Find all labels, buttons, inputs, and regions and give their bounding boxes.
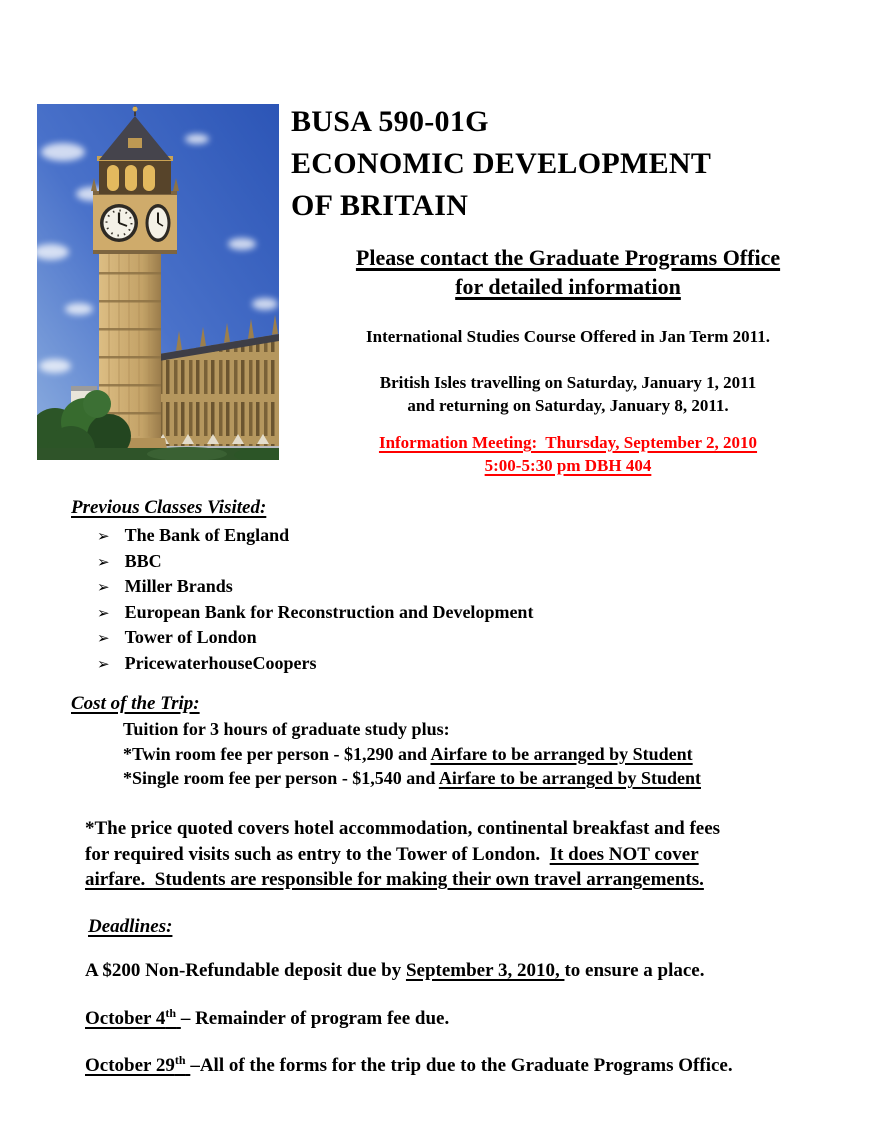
course-title-line3: OF BRITAIN	[291, 189, 469, 222]
october29-date-underline	[85, 1055, 190, 1076]
october29-text: –All of the forms for the trip due to the Graduate Programs Office.	[190, 1055, 733, 1076]
deposit-prefix: A $200 Non-Refundable deposit due by	[85, 960, 406, 981]
arrow-bullet-icon: ➢	[97, 603, 110, 622]
list-item	[97, 523, 533, 549]
price-note-line2: for required visits such as entry to the Tower of London.	[85, 843, 550, 865]
list-item-label: Tower of London	[124, 627, 257, 647]
list-item-label: PricewaterhouseCoopers	[124, 652, 317, 673]
big-ben-photo-art	[37, 104, 279, 460]
travel-line1: British Isles travelling on Saturday, January 1, 2011	[379, 373, 757, 392]
clock-face	[100, 204, 138, 242]
single-room-line: *Single room fee per person - $1,540 and	[123, 768, 439, 788]
course-title	[291, 101, 871, 227]
arrow-bullet-icon: ➢	[97, 527, 110, 545]
list-item	[97, 549, 533, 575]
arrow-bullet-icon: ➢	[97, 629, 110, 647]
list-item	[97, 651, 533, 677]
arrow-bullet-icon: ➢	[97, 552, 110, 571]
meeting-line2: 5:00-5:30 pm DBH 404	[484, 456, 652, 475]
october4-date: October 4	[85, 1008, 166, 1029]
price-note-line1: *The price quoted covers hotel accommodation, continental breakfast and fees	[85, 818, 721, 839]
list-item	[97, 625, 533, 651]
contact-heading-line2: for detailed information	[455, 274, 681, 299]
price-note	[85, 816, 720, 893]
october29-date: October 29	[85, 1055, 175, 1076]
travel-line2: and returning on Saturday, January 8, 2011.	[407, 396, 729, 415]
course-title-line1: BUSA 590-01G	[291, 105, 489, 138]
arrow-bullet-icon: ➢	[97, 578, 110, 596]
clock-face-side	[146, 204, 171, 242]
single-airfare-underline: Airfare to be arranged by Student	[438, 768, 701, 788]
list-item-label: BBC	[124, 550, 162, 571]
october29-deadline	[85, 1053, 733, 1077]
list-item	[97, 574, 533, 600]
previous-classes-list	[97, 523, 533, 676]
deposit-deadline	[85, 960, 704, 982]
previous-classes-heading: Previous Classes Visited:	[71, 497, 267, 518]
october4-ordinal: th	[165, 1006, 177, 1020]
arrow-bullet-icon: ➢	[97, 654, 110, 673]
price-note-line2-underline: It does NOT cover	[549, 843, 699, 865]
list-item-label: European Bank for Reconstruction and Development	[124, 601, 534, 622]
cost-lines	[123, 717, 701, 791]
contact-heading	[285, 243, 851, 301]
deposit-date-underline: September 3, 2010,	[405, 960, 565, 981]
belfry	[97, 156, 173, 194]
course-title-line2: ECONOMIC DEVELOPMENT	[291, 147, 712, 180]
deposit-suffix: to ensure a place.	[564, 960, 705, 981]
contact-heading-line1: Please contact the Graduate Programs Office	[355, 245, 781, 270]
information-meeting	[285, 431, 851, 477]
october4-deadline	[85, 1006, 449, 1030]
price-note-line3-underline: airfare. Students are responsible for making their own travel arrangements.	[85, 869, 704, 890]
cost-heading: Cost of the Trip:	[71, 693, 200, 714]
big-ben-photo	[37, 104, 279, 460]
tuition-line: Tuition for 3 hours of graduate study plus:	[123, 719, 450, 739]
october4-date-underline	[85, 1008, 181, 1029]
october4-text: – Remainder of program fee due.	[180, 1008, 450, 1029]
list-item-label: The Bank of England	[124, 525, 290, 545]
deadlines-heading: Deadlines:	[88, 916, 173, 937]
travel-dates	[285, 371, 851, 417]
course-offer-line: International Studies Course Offered in Jan Term 2011.	[366, 327, 770, 346]
list-item-label: Miller Brands	[124, 576, 233, 596]
list-item	[97, 600, 533, 626]
twin-airfare-underline: Airfare to be arranged by Student	[430, 743, 693, 764]
meeting-line1: Information Meeting: Thursday, September 2, 2010	[378, 433, 758, 452]
twin-room-line: *Twin room fee per person - $1,290 and	[123, 743, 431, 764]
october29-ordinal: th	[174, 1053, 186, 1067]
